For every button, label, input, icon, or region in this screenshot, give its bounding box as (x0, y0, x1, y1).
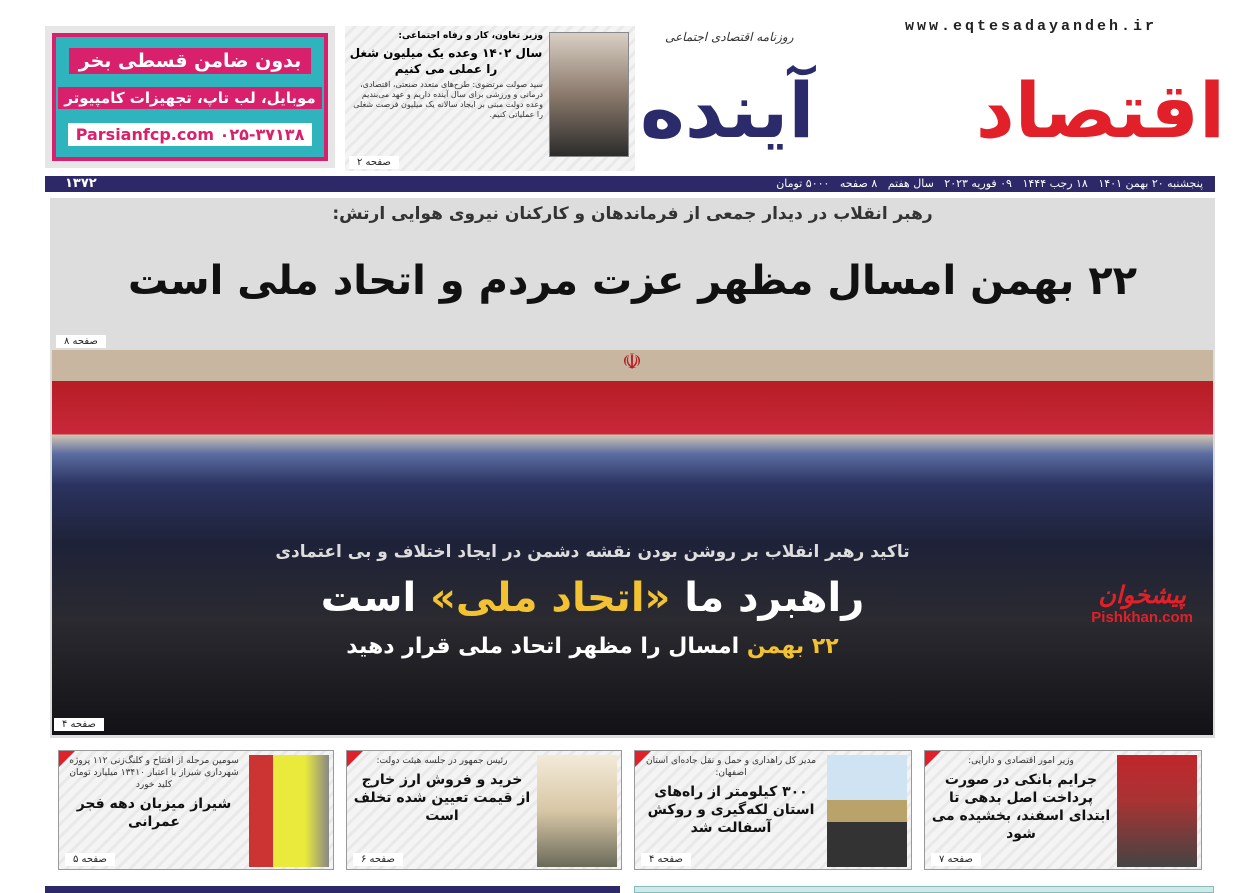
card-headline: جرایم بانکی در صورت پرداخت اصل بدهی تا ابتدای اسفند، بخشیده می شود (931, 772, 1111, 842)
card-photo (249, 755, 329, 867)
dateline-bar (45, 176, 1215, 192)
watermark (1091, 580, 1193, 626)
main-headline: ۲۲ بهمن امسال مظهر عزت مردم و اتحاد ملی است (127, 257, 1138, 304)
lead-story[interactable] (345, 26, 635, 171)
watermark-en: Pishkhan.com (1091, 609, 1193, 626)
lead-body: سید صولت مرتضوی: طرح‌های متعدد صنعتی، اقتصادی، درمانی و ورزشی برای سال آینده داریم و عهد می‌بندیم وعده دولت مبنی بر ایجاد سالانه یک میلیون فرصت شغلی را عملیاتی کنیم. (353, 80, 543, 119)
page-ref: صفحه ۶ (353, 853, 403, 866)
logo-word-ayandeh: آینده (640, 66, 815, 155)
lead-kicker: وزیر تعاون، کار و رفاه اجتماعی: (398, 31, 543, 41)
photo-headline-c: است (320, 575, 431, 621)
newspaper-logo (640, 52, 1225, 170)
photo-headline (321, 572, 864, 624)
flag-emblem-icon: ☫ (622, 350, 642, 375)
ad-line-1: بدون ضامن قسطی بخر (69, 48, 312, 74)
photo-headline-a: راهبرد ما (670, 575, 865, 621)
card-kicker: وزیر امور اقتصادی و دارایی: (968, 756, 1074, 766)
page-ref: صفحه ۴ (54, 718, 104, 731)
main-photo (52, 350, 1213, 735)
card-headline: شیراز میزبان دهه فجر عمرانی (76, 796, 232, 830)
page-ref: صفحه ۵ (65, 853, 115, 866)
card-headline: ۳۰۰ کیلومتر از راه‌های استان لکه‌گیری و روکش آسفالت شد (647, 784, 815, 836)
photo-line (346, 632, 838, 662)
bottom-rule (634, 886, 1214, 893)
ad-line-2: موبایل، لب تاپ، تجهیزات کامپیوتر (58, 87, 321, 109)
minister-photo (549, 32, 629, 157)
card-photo (537, 755, 617, 867)
dateline-text: پنجشنبه ۲۰ بهمن ۱۴۰۱ ۱۸ رجب ۱۴۴۴ ۰۹ فوریه ۲۰۲۳ سال هفتم ۸ صفحه ۵۰۰۰ تومان (776, 177, 1203, 190)
tagline: روزنامه اقتصادی اجتماعی (665, 30, 794, 44)
card-kicker: رئیس جمهور در جلسه هیئت دولت: (376, 756, 508, 766)
photo-headline-b: «اتحاد ملی» (430, 575, 671, 621)
card-photo (827, 755, 907, 867)
news-card[interactable] (346, 750, 622, 870)
website-url[interactable]: www.eqtesadayandeh.ir (905, 18, 1158, 35)
card-photo (1117, 755, 1197, 867)
page-ref: صفحه ۴ (641, 853, 691, 866)
news-card[interactable] (58, 750, 334, 870)
advertisement[interactable] (45, 26, 335, 168)
page-ref: صفحه ۷ (931, 853, 981, 866)
issue-number: ۱۳۷۲ (65, 176, 97, 191)
card-kicker: سومین مرحله از افتتاح و کلنگ‌زنی ۱۱۲ پروژه شهرداری شیراز با اعتبار ۱۳۴۱۰ میلیارد تومان کلید خورد (69, 756, 239, 790)
page-ref: صفحه ۸ (56, 335, 106, 348)
photo-overlay (172, 540, 1013, 662)
page-ref: صفحه ۲ (349, 156, 399, 169)
logo-word-eqtesad: اقتصاد (975, 66, 1225, 155)
bottom-rule (45, 886, 620, 893)
photo-line-a: ۲۲ بهمن (739, 634, 839, 659)
photo-line-b: امسال را مظهر اتحاد ملی قرار دهید (346, 634, 740, 659)
ad-contact: Parsianfcp.com ۰۲۵-۳۷۱۳۸ (68, 123, 313, 146)
main-story[interactable] (50, 198, 1215, 738)
card-kicker: مدیر کل راهداری و حمل و نقل جاده‌ای استان اصفهان: (645, 756, 817, 778)
news-card[interactable] (924, 750, 1202, 870)
card-headline: خرید و فروش ارز خارج از قیمت تعیین شده تخلف است (353, 772, 531, 824)
main-kicker: رهبر انقلاب در دیدار جمعی از فرماندهان و کارکنان نیروی هوایی ارتش: (332, 204, 933, 224)
news-card[interactable] (634, 750, 912, 870)
lead-headline: سال ۱۴۰۲ وعده یک میلیون شغل را عملی می کنیم (349, 46, 543, 76)
photo-subheading: تاکید رهبر انقلاب بر روشن بودن نقشه دشمن در ایجاد اختلاف و بی اعتمادی (275, 542, 910, 562)
watermark-fa: پیشخوان (1098, 580, 1186, 609)
